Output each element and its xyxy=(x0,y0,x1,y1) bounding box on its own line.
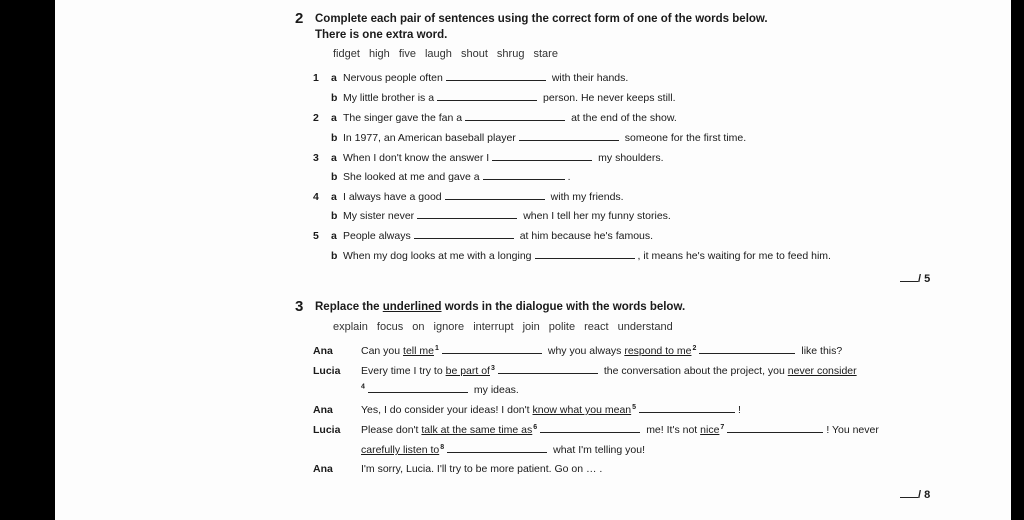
exercise-5b: b When my dog looks at me with a longing , it means he's waiting for me to feed him. xyxy=(331,250,831,262)
dialogue-line-5: Ana I'm sorry, Lucia. I'll try to be more patient. Go on … . xyxy=(313,463,603,475)
dialogue-line-3: Ana Yes, I do consider your ideas! I don't know what you mean$^5$ ! xyxy=(313,403,741,416)
exercise-2b: b In 1977, an American baseball player someone for the first time. xyxy=(331,132,747,144)
exercise-4b: b My sister never when I tell her my funny stories. xyxy=(331,210,671,222)
section-2-number: 2 xyxy=(295,10,304,27)
exercise-3b: b She looked at me and gave a . xyxy=(331,171,571,183)
exercise-2a: 2 a The singer gave the fan a at the end of the show. xyxy=(313,112,677,124)
section-2-instruction: Complete each pair of sentences using the correct form of one of the words below. xyxy=(315,13,768,25)
worksheet-page xyxy=(55,0,1011,520)
dialogue-line-4-cont: carefully listen $to^8$ what I'm telling you! xyxy=(361,443,645,456)
dialogue-line-2-cont: $^4$ my ideas. xyxy=(361,383,519,396)
exercise-5a: 5 a People always at him because he's famous. xyxy=(313,230,654,242)
section-3-number: 3 xyxy=(295,298,304,315)
dialogue-line-4: Lucia Please don't talk at the same time $as^6$ me! It's not nice$^7$ ! You never xyxy=(313,423,879,436)
exercise-3a: 3 a When I don't know the answer I my shoulders. xyxy=(313,152,664,164)
section-2-score: / 5 xyxy=(900,272,930,285)
section-2-word-bank: fidget high five laugh shout shrug stare xyxy=(333,48,558,60)
exercise-4a: 4 a I always have a good with my friends. xyxy=(313,191,624,203)
exercise-1a: 1 a Nervous people often with their hands. xyxy=(313,72,629,84)
section-3-word-bank: explain focus on ignore interrupt join polite react understand xyxy=(333,321,673,333)
exercise-1b: b My little brother is a person. He never keeps still. xyxy=(331,92,676,104)
dialogue-line-1: Ana Can you tell $me^1$ why you always respond to $me^2$ like this? xyxy=(313,344,843,357)
dialogue-line-2: Lucia Every time I try to be part $of^3$ the conversation about the project, you never consider xyxy=(313,364,857,377)
section-3-instruction: Replace the underlined words in the dialogue with the words below. xyxy=(315,301,686,313)
section-2-instruction-2: There is one extra word. xyxy=(315,29,448,41)
section-3-score: / 8 xyxy=(900,488,930,501)
